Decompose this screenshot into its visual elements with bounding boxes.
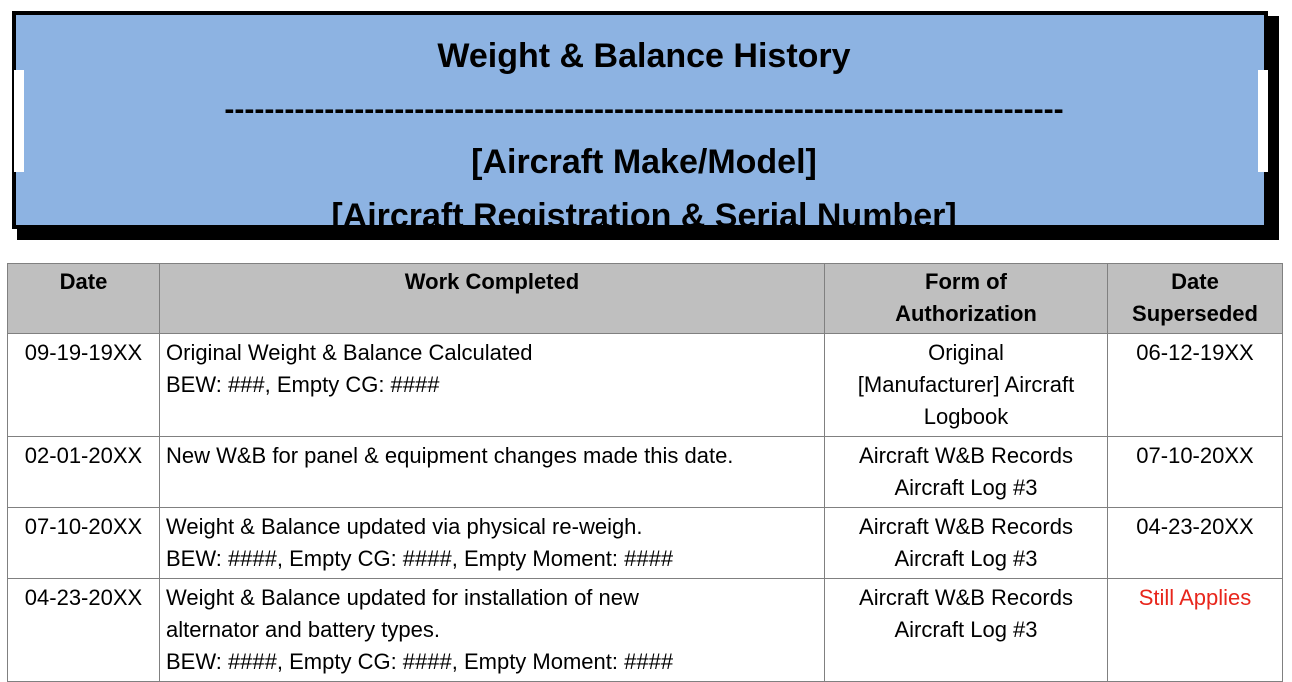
column-header-form-of-authorization: Form of Authorization — [825, 264, 1108, 334]
cell-date-superseded: 04-23-20XX — [1108, 508, 1283, 579]
cell-work-completed: New W&B for panel & equipment changes made this date. — [160, 437, 825, 508]
cell-date: 02-01-20XX — [8, 437, 160, 508]
table-row — [8, 437, 1283, 508]
header-divider: ------------------------------------------------------------------------------------ — [224, 93, 1064, 126]
table-row — [8, 334, 1283, 437]
cell-date: 04-23-20XX — [8, 579, 160, 682]
header-left-tab — [14, 70, 24, 172]
cell-date-superseded: 06-12-19XX — [1108, 334, 1283, 437]
cell-authorization: Aircraft W&B Records Aircraft Log #3 — [825, 437, 1108, 508]
table-header-row — [8, 264, 1283, 334]
header-right-tab — [1258, 70, 1268, 172]
aircraft-registration: [Aircraft Registration & Serial Number] — [331, 197, 957, 235]
table-row — [8, 579, 1283, 682]
cell-authorization: Aircraft W&B Records Aircraft Log #3 — [825, 508, 1108, 579]
table-row — [8, 508, 1283, 579]
cell-work-completed: Weight & Balance updated for installation of new alternator and battery types. BEW: ####, Empty CG: ####, Empty Moment: #### — [160, 579, 825, 682]
page-title: Weight & Balance History — [437, 37, 851, 75]
cell-date: 07-10-20XX — [8, 508, 160, 579]
header-banner — [12, 11, 1268, 235]
cell-work-completed: Original Weight & Balance Calculated BEW: ###, Empty CG: #### — [160, 334, 825, 437]
column-header-work-completed: Work Completed — [160, 264, 825, 334]
cell-authorization: Original [Manufacturer] Aircraft Logbook — [825, 334, 1108, 437]
history-table — [7, 263, 1283, 682]
column-header-date: Date — [8, 264, 160, 334]
cell-date-superseded-still-applies: Still Applies — [1108, 579, 1283, 682]
cell-date: 09-19-19XX — [8, 334, 160, 437]
cell-work-completed: Weight & Balance updated via physical re-weigh. BEW: ####, Empty CG: ####, Empty Moment: #### — [160, 508, 825, 579]
cell-date-superseded: 07-10-20XX — [1108, 437, 1283, 508]
column-header-date-superseded: Date Superseded — [1108, 264, 1283, 334]
cell-authorization: Aircraft W&B Records Aircraft Log #3 — [825, 579, 1108, 682]
aircraft-make-model: [Aircraft Make/Model] — [471, 143, 817, 181]
